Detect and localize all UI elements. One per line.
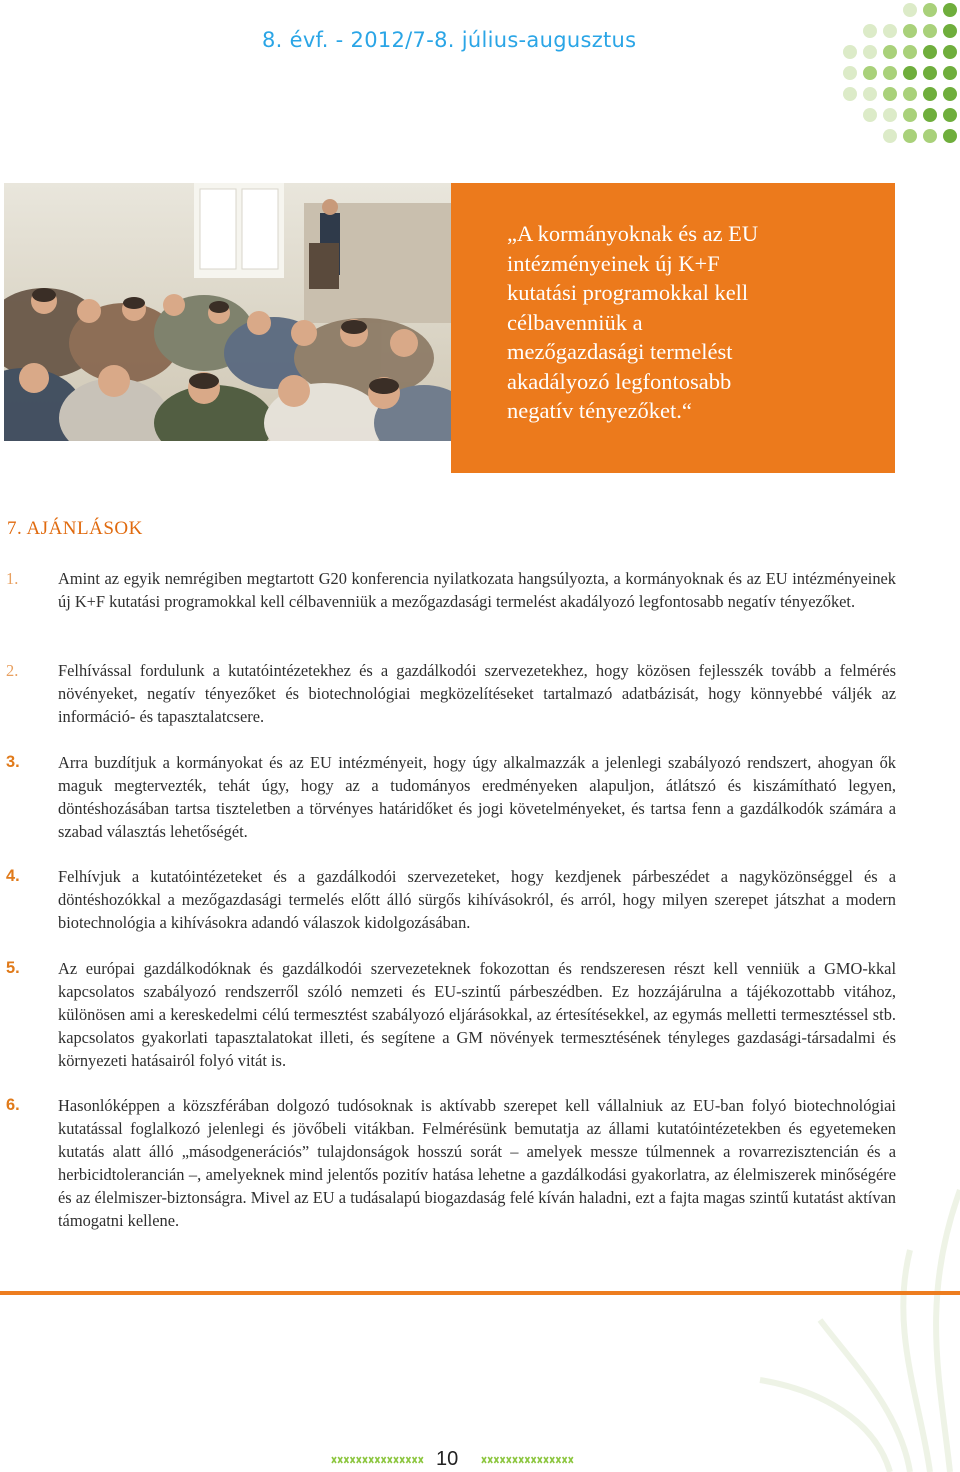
recommendation-item [6, 567, 896, 613]
decorative-dot [943, 87, 957, 101]
decorative-dot [863, 45, 877, 59]
footer-ornament-right [480, 1456, 574, 1464]
decorative-dot [923, 108, 937, 122]
decorative-dot [863, 87, 877, 101]
decorative-dot [923, 24, 937, 38]
decorative-dot [883, 66, 897, 80]
section-heading: 7. AJÁNLÁSOK [7, 518, 143, 539]
pull-quote-line: célbavenniük a [507, 309, 643, 335]
pull-quote-line: „A kormányoknak és az EU [507, 221, 759, 246]
decorative-dot [943, 24, 957, 38]
pull-quote-line: kutatási programokkal kell [507, 280, 749, 305]
decorative-dot [863, 66, 877, 80]
decorative-dot [903, 66, 917, 80]
decorative-dot [903, 45, 917, 59]
recommendation-text: Amint az egyik nemrégiben megtartott G20 konferencia nyilatkozata hangsúlyozta, a kormányoknak és az EU intézményeinek új K+F kutatási programokkal kell célbavenniük a mezőgazdasági termelést akadályozó legfontosabb negatív tényezőket. [58, 569, 896, 611]
decorative-dot [843, 87, 857, 101]
decorative-dot [883, 24, 897, 38]
footer-ornament-left [330, 1456, 424, 1464]
decorative-dot [923, 87, 937, 101]
decorative-dot [923, 45, 937, 59]
decorative-dot [863, 108, 877, 122]
recommendation-item [6, 751, 896, 843]
pull-quote-line: intézményeinek új K+F [507, 250, 720, 276]
decorative-dot-grid [820, 0, 960, 160]
pull-quote [507, 219, 867, 426]
decorative-dot [903, 87, 917, 101]
decorative-dot [843, 66, 857, 80]
recommendation-item [6, 957, 896, 1072]
footer-divider [0, 1291, 960, 1295]
pull-quote-box [451, 183, 895, 473]
recommendation-number: 1. [6, 569, 19, 588]
recommendation-number: 4. [6, 867, 20, 885]
decorative-dot [903, 108, 917, 122]
pull-quote-line: negatív tényezőket.“ [507, 398, 692, 423]
decorative-dot [903, 3, 917, 17]
decorative-dot [883, 45, 897, 59]
conference-photo [4, 183, 451, 441]
decorative-dot [883, 87, 897, 101]
recommendation-number: 6. [6, 1096, 20, 1114]
recommendation-text: Felhívással fordulunk a kutatóintézetekhez és a gazdálkodói szervezetekhez, hogy közösen fejlesszék tovább a felmérés növényeket, negatív tényezőket és biotechnológiai megközelítéseket tartalmazó adatbázisát, hogy könnyebbé váljék az információ- és tapasztalatcsere. [58, 661, 896, 726]
pull-quote-line: akadályozó legfontosabb [507, 368, 732, 394]
recommendation-number: 3. [6, 753, 20, 771]
recommendation-text: Felhívjuk a kutatóintézeteket és a gazdálkodói szervezeteket, hogy kezdjenek párbeszédet a nagyközönséggel és a döntéshozókkal a mezőgazdasági termelés előtt álló sürgős kihívásokról, és arról, hogy milyen szerepet játszhat a modern biotechnológia a kihívásokra adandó válaszok kidolgozásában. [58, 867, 896, 932]
recommendation-number: 2. [6, 661, 19, 680]
decorative-dot [863, 24, 877, 38]
decorative-dot [943, 66, 957, 80]
recommendation-item [6, 1094, 896, 1232]
decorative-dot [883, 129, 897, 143]
decorative-dot [943, 45, 957, 59]
decorative-dot [923, 66, 937, 80]
decorative-dot [923, 129, 937, 143]
decorative-dot [883, 108, 897, 122]
recommendation-item [6, 659, 896, 728]
recommendation-text: Arra buzdítjuk a kormányokat és az EU intézményeit, hogy úgy alkalmazzák a jelenlegi szabályozó rendszert, ahogyan ők maguk megtervezték, tehát úgy, hogy az a tudományos eredményeken alapuljon, átlátszó és kiszámítható legyen, döntéshozásában tartsa tiszteletben a törvényes határidőket és jogi követelményeket, és tartsa fenn a gazdálkodók számára a szabad választás lehetőségét. [58, 753, 896, 841]
decorative-dot [943, 129, 957, 143]
decorative-dot [843, 45, 857, 59]
decorative-dot [923, 3, 937, 17]
conference-photo-icon [4, 183, 451, 441]
page-header-issue: 8. évf. - 2012/7-8. július-augusztus [262, 28, 637, 52]
recommendation-number: 5. [6, 959, 20, 977]
recommendation-item [6, 865, 896, 934]
recommendation-text: Az európai gazdálkodóknak és gazdálkodói szervezeteknek fokozottan és rendszeresen részt kell venniük a GMO-kkal kapcsolatos szabályozó rendszerről szóló nemzeti és EU-szintű párbeszédben. Ez hozzájárulna a tájékozottabb vitához, különösen ami a kereskedelmi célú termesztést szabályozó eljárásokkal, az értesítésekkel, az egymás melletti termesztéssel stb. kapcsolatos gyakorlati tapasztalatokat illeti, és segítene a GM növények termesztésének tényleges gazdasági-társadalmi és környezeti hatásairól folyó vitát is. [58, 959, 896, 1070]
decorative-dot [903, 24, 917, 38]
decorative-dot [943, 108, 957, 122]
page-number: 10 [436, 1448, 459, 1470]
decorative-dot [903, 129, 917, 143]
pull-quote-line: mezőgazdasági termelést [507, 339, 733, 364]
decorative-dot [943, 3, 957, 17]
recommendation-text: Hasonlóképpen a közszférában dolgozó tudósoknak is aktívabb szerepet kell vállalniuk az EU-ban folyó biotechnológiai kutatással foglalkozó jelenlegi és jövőbeli vitákban. Felmérésünk bemutatja az állami kutatóintézetekben és egyetemeken kutatás alatt álló „másodgenerációs” tulajdonságok hosszú sorát – amelyek messze túlmennek a rovarrezisztencián és a herbicidtolerancián –, amelyeknek mind jelentős pozitív hatása lehetne a gazdálkodási gyakorlatra, az élelmiszerek minőségére és az élelmiszer-biztonságra. Mivel az EU a tudásalapú biogazdaság felé kíván haladni, ezt a fajta magas szintű kutatást aktívan támogatni kellene. [58, 1096, 896, 1230]
